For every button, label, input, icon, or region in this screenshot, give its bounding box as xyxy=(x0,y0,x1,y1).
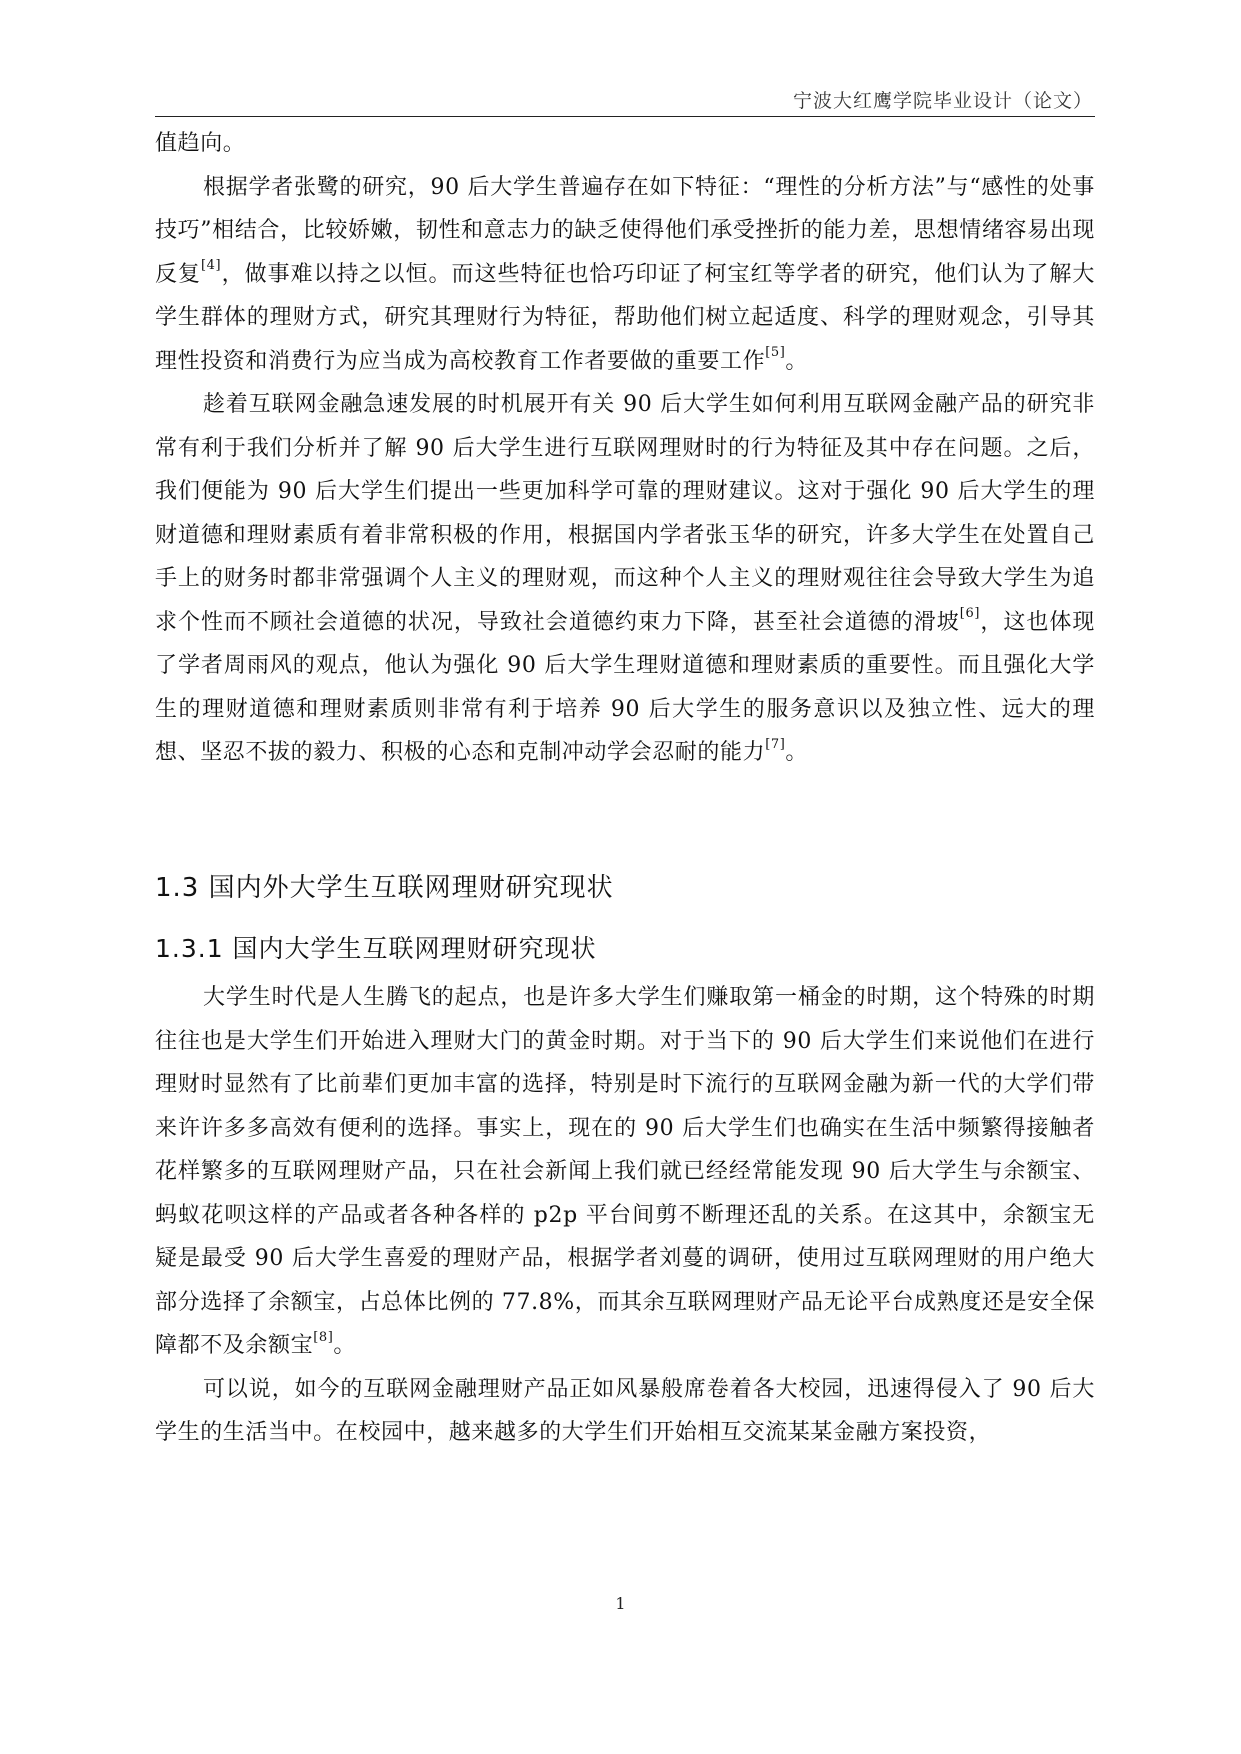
citation-superscript: [7] xyxy=(765,736,786,752)
paragraph-text: 。 xyxy=(333,1333,357,1358)
paragraph-text: 值趋向。 xyxy=(155,131,246,156)
paragraph-text: 可以说，如今的互联网金融理财产品正如风暴般席卷着各大校园，迅速得侵入了 90 后大学生的生活当中。在校园中，越来越多的大学生们开始相互交流某某金融方案投资， xyxy=(155,1376,1095,1445)
body-paragraph xyxy=(155,122,1095,166)
page-number: 1 xyxy=(615,1594,626,1613)
citation-superscript: [5] xyxy=(765,345,786,361)
section-heading: 1.3 国内外大学生互联网理财研究现状 xyxy=(155,873,614,903)
body-paragraph xyxy=(155,383,1095,775)
body-paragraph xyxy=(155,166,1095,384)
body-text-bottom xyxy=(155,976,1095,1455)
header-title: 宁波大红鹰学院毕业设计（论文） xyxy=(792,90,1093,112)
section-block xyxy=(155,856,1095,978)
paragraph-group-bottom xyxy=(155,976,1095,1455)
page-header xyxy=(155,86,1095,117)
paragraph-group-top xyxy=(155,122,1095,775)
citation-superscript: [8] xyxy=(313,1329,334,1345)
paragraph-text: 趁着互联网金融急速发展的时机展开有关 90 后大学生如何利用互联网金融产品的研究非常有利于我们分析并了解 90 后大学生进行互联网理财时的行为特征及其中存在问题。之后，我们便能为 90 后大学生们提出一些更加科学可靠的理财建议。这对于强化 90 后大学生的理财道德和理财素质有着非常积极的作用，根据国内学者张玉华的研究，许多大学生在处置自己手上的财务时都非常强调个人主义的理财观，而这种个人主义的理财观往往会导致大学生为追求个性而不顾社会道德的状况，导致社会道德约束力下降，甚至社会道德的滑坡 xyxy=(155,392,1095,635)
paragraph-text: 根据学者张鹭的研究，90 后大学生普遍存在如下特征：“理性的分析方法”与“感性的处事技巧”相结合，比较娇嫩，韧性和意志力的缺乏使得他们承受挫折的能力差，思想情绪容易出现反复 xyxy=(155,174,1095,287)
citation-superscript: [6] xyxy=(959,606,981,622)
body-text-top xyxy=(155,122,1095,775)
citation-superscript: [4] xyxy=(201,258,222,274)
paragraph-text: 。 xyxy=(785,740,809,765)
paragraph-text: ，这也体现了学者周雨风的观点，他认为强化 90 后大学生理财道德和理财素质的重要性。而且强化大学生的理财道德和理财素质则非常有利于培养 90 后大学生的服务意识以及独立性、远大的理想、坚忍不拔的毅力、积极的心态和克制冲动学会忍耐的能力 xyxy=(155,609,1095,765)
body-paragraph xyxy=(155,976,1095,1368)
paragraph-text: ，做事难以持之以恒。而这些特征也恰巧印证了柯宝红等学者的研究，他们认为了解大学生群体的理财方式，研究其理财行为特征，帮助他们树立起适度、科学的理财观念，引导其理性投资和消费行为应当成为高校教育工作者要做的重要工作 xyxy=(155,261,1095,374)
body-paragraph xyxy=(155,1368,1095,1455)
subsection-heading: 1.3.1 国内大学生互联网理财研究现状 xyxy=(155,934,597,963)
paragraph-text: 。 xyxy=(785,348,809,374)
paragraph-text: 大学生时代是人生腾飞的起点，也是许多大学生们赚取第一桶金的时期，这个特殊的时期往往也是大学生们开始进入理财大门的黄金时期。对于当下的 90 后大学生们来说他们在进行理财时显然有了比前辈们更加丰富的选择，特别是时下流行的互联网金融为新一代的大学们带来许许多多高效有便利的选择。事实上，现在的 90 后大学生们也确实在生活中频繁得接触者花样繁多的互联网理财产品，只在社会新闻上我们就已经经常能发现 90 后大学生与余额宝、蚂蚁花呗这样的产品或者各种各样的 p2p 平台间剪不断理还乱的关系。在这其中，余额宝无疑是最受 90 后大学生喜爱的理财产品，根据学者刘蔓的调研，使用过互联网理财的用户绝大部分选择了余额宝，占总体比例的 77.8%，而其余互联网理财产品无论平台成熟度还是安全保障都不及余额宝 xyxy=(155,985,1095,1358)
